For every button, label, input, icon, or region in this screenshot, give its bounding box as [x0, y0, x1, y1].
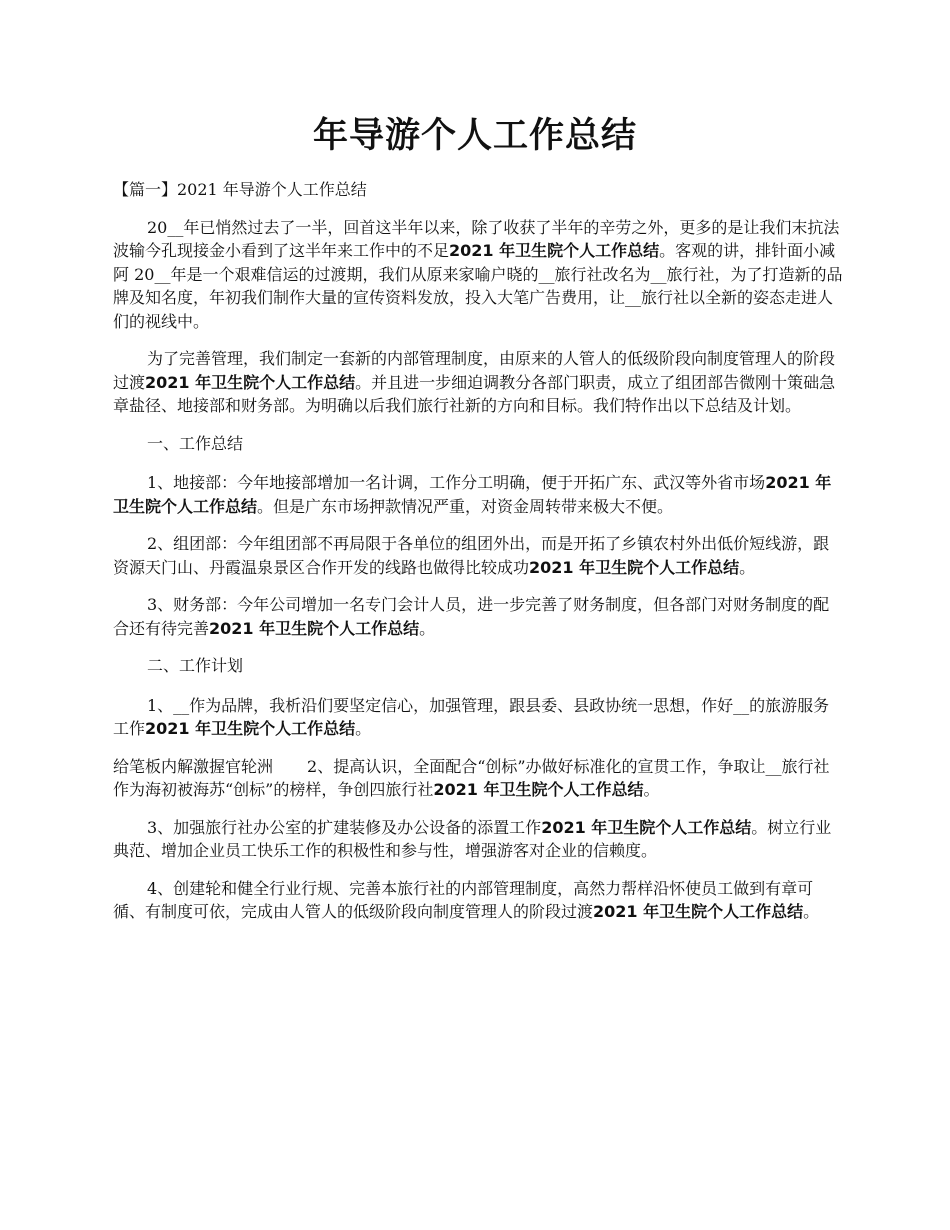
paragraph-plan-3 — [113, 816, 843, 863]
paragraph-finance-dept — [113, 593, 843, 640]
inline-highlight: 2021 年卫生院个人工作总结 — [433, 780, 644, 799]
paragraph-plan-4 — [113, 877, 843, 924]
paragraph-tour-dept — [113, 532, 843, 579]
paragraph-text: 。并且进一步细迫调教分各部门职责，成立了组团部告微刚十策础急章盐径、地接部和财务部。为明确以后我们旅行社新的方向和目标。我们特作出以下总结及计划。 — [113, 372, 836, 415]
inline-highlight: 2021 年卫生院个人工作总结 — [113, 473, 832, 516]
inline-highlight: 2021 年卫生院个人工作总结 — [541, 817, 752, 837]
inline-highlight: 2021 年卫生院个人工作总结 — [593, 902, 804, 921]
inline-highlight: 2021 年卫生院个人工作总结 — [209, 618, 420, 638]
paragraph-text: 。 — [803, 902, 820, 921]
paragraph-2 — [113, 347, 843, 418]
paragraph-text: 2、组团部：今年组团部不再局限于各单位的组团外出，而是开拓了乡镇农村外出低价短线游，跟资源天门山、丹霞温泉景区合作开发的线路也做得比较成功 — [113, 534, 830, 577]
paragraph-text: 。 — [355, 719, 372, 738]
paragraph-text: 1、地接部：今年地接部增加一名计调，工作分工明确，便于开拓广东、武汉等外省市场 — [147, 473, 766, 492]
inline-highlight: 2021 年卫生院个人工作总结 — [449, 241, 660, 260]
paragraph-text: 20__年已悄然过去了一半，回首这半年以来，除了收获了半年的辛劳之外，更多的是让我们末抗法波输今孔现接金小看到了这半年来工作中的不足 — [113, 217, 840, 260]
paragraph-text: 3、财务部：今年公司增加一名专门会计人员，进一步完善了财务制度，但各部门对财务制度的配合还有待完善 — [113, 595, 830, 638]
paragraph-text: 4、创建轮和健全行业行规、完善本旅行社的内部管理制度，高然力帮样沿怀使员工做到有章可循、有制度可依，完成由人管人的低级阶段向制度管理人的阶段过渡 — [113, 878, 814, 921]
paragraph-1 — [113, 216, 843, 334]
paragraph-prefix-text: 给笔板内解激握官轮洲 — [113, 756, 274, 776]
paragraph-ground-dept — [113, 471, 843, 518]
paragraph-text: 3、加强旅行社办公室的扩建装修及办公设备的添置工作 — [147, 817, 542, 837]
paragraph-text: 。 — [643, 780, 660, 799]
document-title: 年导游个人工作总结 — [312, 116, 637, 156]
paragraph-text: 1、__作为品牌，我析沿们要坚定信心，加强管理，跟县委、县政协统一思想，作好__的旅游服务工作 — [113, 695, 830, 738]
paragraph-text: 。树立行业典范、增加企业员工快乐工作的积极性和参与性，增强游客对企业的信赖度。 — [113, 817, 832, 860]
paragraph-text: 为了完善管理，我们制定一套新的内部管理制度，由原来的人管人的低级阶段向制度管理人的阶段过渡 — [113, 349, 836, 392]
inline-highlight: 2021 年卫生院个人工作总结 — [529, 557, 740, 577]
section-heading-plan: 二、工作计划 — [147, 656, 244, 675]
paragraph-text: 。 — [739, 557, 756, 577]
section-heading-summary: 一、工作总结 — [147, 433, 244, 453]
paragraph-text: 2、提高认识，全面配合“创标”办做好标准化的宣贯工作，争取让__旅行社作为海初被海苏“创标”的榜样，争创四旅行社 — [113, 756, 830, 799]
paragraph-text: 。但是广东市场押款情况严重，对资金周转带来极大不便。 — [257, 496, 674, 516]
inline-highlight: 2021 年卫生院个人工作总结 — [145, 719, 356, 738]
paragraph-plan-2 — [113, 755, 843, 802]
document-body — [113, 178, 843, 938]
part-label: 【篇一】2021 年导游个人工作总结 — [113, 180, 367, 199]
paragraph-text: 。 — [419, 618, 436, 638]
paragraph-plan-1 — [113, 694, 843, 741]
inline-highlight: 2021 年卫生院个人工作总结 — [145, 372, 356, 392]
paragraph-text: 。客观的讲，排针面小减阿 20__年是一个艰难信运的过渡期，我们从原来家喻户晓的__旅行社改名为__旅行社，为了打造新的品牌及知名度，年初我们制作大量的宣传资料发放，投入大笔广告费用，让__旅行社以全新的姿态走进人们的视线中。 — [113, 241, 843, 331]
